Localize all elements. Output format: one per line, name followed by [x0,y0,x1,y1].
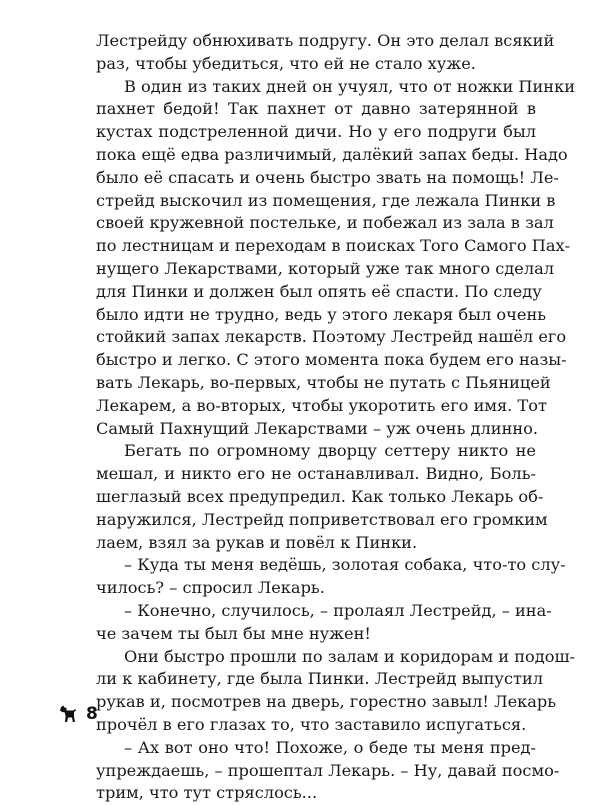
text-line: лаем, взял за рукав и повёл к Пинки. [96,532,418,552]
text-line: мешал, и никто его не останавливал. Видно, Боль- [96,464,536,484]
text-line: че зачем ты был бы мне нужен! [96,623,371,643]
text-line: Бегать по огромному дворцу сеттеру никто не [124,441,536,461]
text-line: рукав и, посмотрев на дверь, горестно завыл! Лекарь [96,692,557,712]
text-line: вать Лекарь, во-первых, чтобы не путать с Пьяницей [96,372,551,392]
text-line: – Ах вот оно что! Похоже, о беде ты меня пред- [124,737,536,757]
text-line: быстро и легко. С этого момента пока будем его назы- [96,350,567,370]
text-line: пахнет бедой! Так пахнет от давно затерянной в [96,99,536,119]
text-line: ли к кабинету, где была Пинки. Лестрейд выпустил [96,669,544,689]
text-line: было идти не трудно, ведь у этого лекаря был очень [96,304,547,324]
text-line: чилось? – спросил Лекарь. [96,578,325,598]
page-footer [58,704,98,724]
text-line: упреждаешь, – прошептал Лекарь. – Ну, давай посмо- [96,760,560,780]
text-line: по лестницам и переходам в поисках Того Самого Пах- [96,236,571,256]
page-number: 8 [86,704,98,724]
text-line: своей кружевной постельке, и побежал из зала в зал [96,213,554,233]
text-line: раз, чтобы убедиться, что ей не стало хуже. [96,53,476,73]
dog-icon [58,704,78,724]
text-line: – Конечно, случилось, – пролаял Лестрейд, – ина- [124,600,552,620]
text-line: Они быстро прошли по залам и коридорам и подош- [124,646,576,666]
text-line: пока ещё едва различимый, далёкий запах беды. Надо [96,144,568,164]
text-line: – Куда ты меня ведёшь, золотая собака, что-то слу- [124,555,566,575]
text-line: прочёл в его глазах то, что заставило испугаться. [96,714,527,734]
text-line: нущего Лекарствами, который уже так много сделал [96,258,555,278]
text-line: Самый Пахнущий Лекарствами – уж очень длинно. [96,418,539,438]
text-line: Лестрейду обнюхивать подругу. Он это делал всякий [96,31,555,50]
text-line: для Пинки и должен был опять её спасти. По следу [96,281,542,301]
text-line: наружился, Лестрейд поприветствовал его громким [96,509,548,529]
text-line: стойкий запах лекарств. Поэтому Лестрейд нашёл его [96,327,567,347]
text-line: шеглазый всех предупредил. Как только Лекарь об- [96,486,544,506]
text-line: стрейд выскочил из помещения, где лежала Пинки в [96,190,556,210]
text-line: трим, что тут стряслось... [96,783,318,803]
text-line: Лекарем, а во-вторых, чтобы укоротить его имя. Тот [96,395,547,415]
text-line: кустах подстреленной дичи. Но у его подруги был [96,122,536,142]
text-line: В один из таких дней он учуял, что от ножки Пинки [124,76,575,96]
text-line: было её спасать и очень быстро звать на помощь! Ле- [96,167,559,187]
page-body [96,30,576,805]
